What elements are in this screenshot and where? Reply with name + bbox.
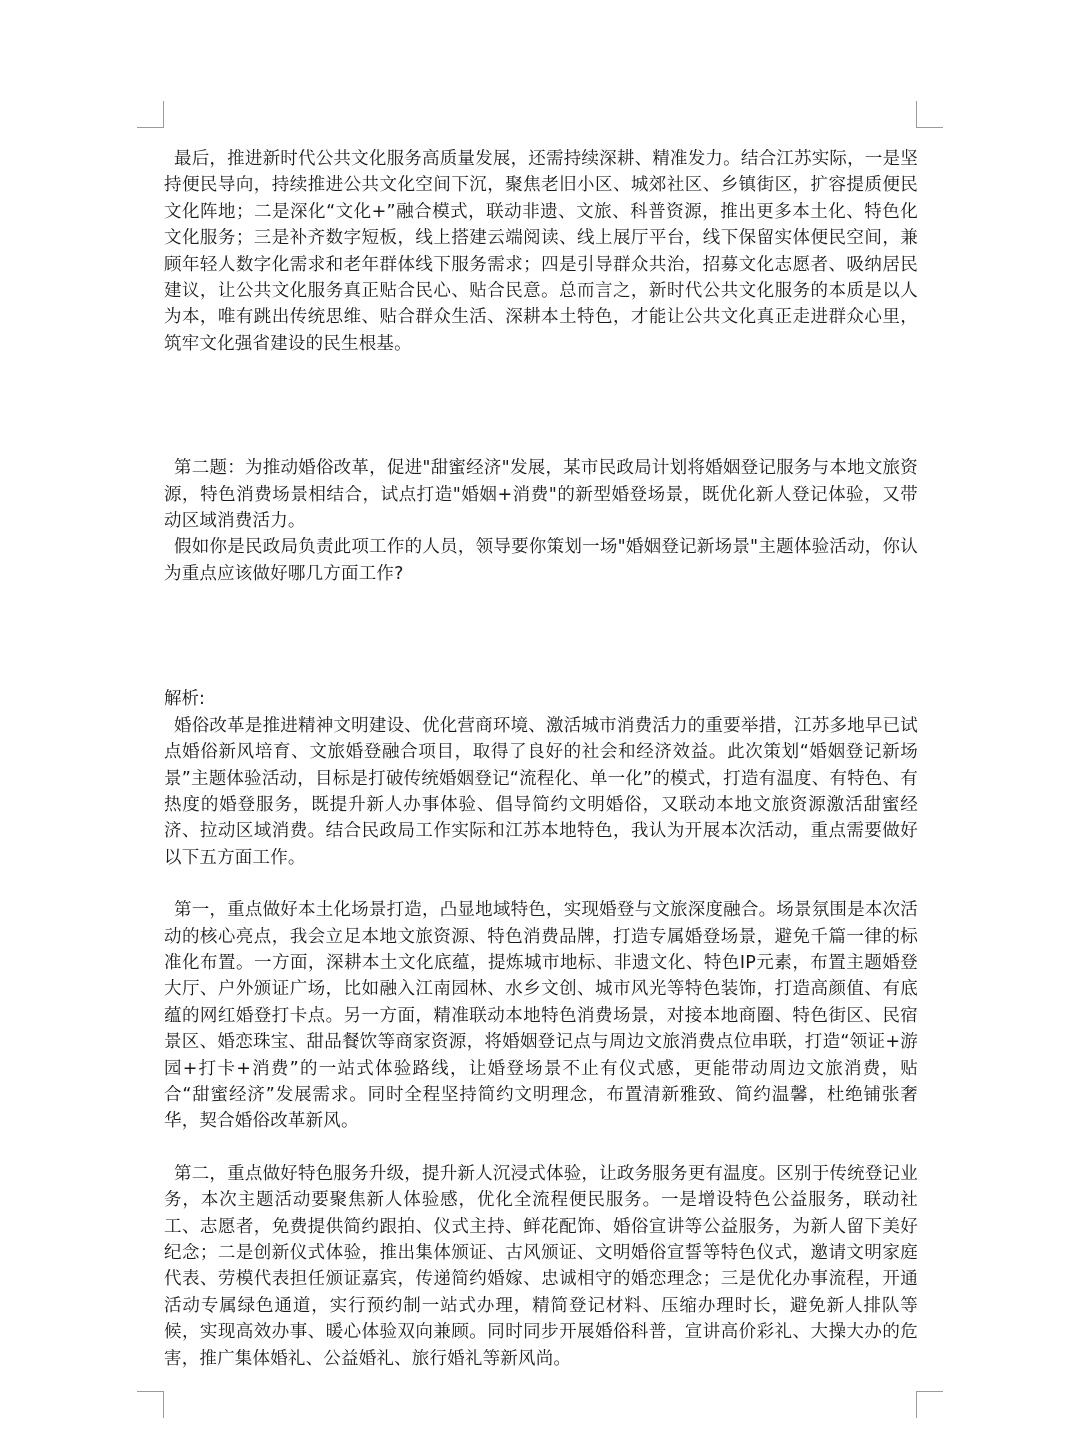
spacer	[164, 871, 918, 897]
analysis-intro: 婚俗改革是推进精神文明建设、优化营商环境、激活城市消费活力的重要举措，江苏多地早已试点婚俗新风培育、文旅婚登融合项目，取得了良好的社会和经济效益。此次策划“婚姻登记新场景”主题体验活动，目标是打破传统婚姻登记“流程化、单一化”的模式，打造有温度、有特色、有热度的婚登服务，既提升新人办事体验、倡导简约文明婚俗，又联动本地文旅资源激活甜蜜经济、拉动区域消费。结合民政局工作实际和江苏本地特色，我认为开展本次活动，重点需要做好以下五方面工作。	[164, 715, 918, 868]
crop-mark-top-right	[916, 101, 943, 128]
point-one: 第一，重点做好本土化场景打造，凸显地域特色，实现婚登与文旅深度融合。场景氛围是本次活动的核心亮点，我会立足本地文旅资源、特色消费品牌，打造专属婚登场景，避免千篇一律的标准化布置。一方面，深耕本土文化底蕴，提炼城市地标、非遗文化、特色IP元素，布置主题婚登大厅、户外颁证广场，比如融入江南园林、水乡文创、城市风光等特色装饰，打造高颜值、有底蕴的网红婚登打卡点。另一方面，精准联动本地特色消费场景，对接本地商圈、特色街区、民宿景区、婚恋珠宝、甜品餐饮等商家资源，将婚姻登记点与周边文旅消费点位串联，打造“领证+游园+打卡+消费”的一站式体验路线，让婚登场景不止有仪式感，更能带动周边文旅消费，贴合“甜蜜经济”发展需求。同时全程坚持简约文明理念，布置清新雅致、简约温馨，杜绝铺张奢华，契合婚俗改革新风。	[164, 900, 918, 1132]
paragraph-conclusion: 最后，推进新时代公共文化服务高质量发展，还需持续深耕、精准发力。结合江苏实际，一是坚持便民导向，持续推进公共文化空间下沉，聚焦老旧小区、城郊社区、乡镇街区，扩容提质便民文化阵地；二是深化“文化+”融合模式，联动非遗、文旅、科普资源，推出更多本土化、特色化文化服务；三是补齐数字短板，线上搭建云端阅读、线上展厅平台，线下保留实体便民空间，兼顾年轻人数字化需求和老年群体线下服务需求；四是引导群众共治，招募文化志愿者、吸纳居民建议，让公共文化服务真正贴合民心、贴合民意。总而言之，新时代公共文化服务的本质是以人为本，唯有跳出传统思维、贴合群众生活、深耕本土特色，才能让公共文化真正走进群众心里，筑牢文化强省建设的民生根基。	[164, 149, 918, 354]
crop-mark-bottom-left	[137, 1391, 164, 1418]
analysis-label: 解析:	[164, 689, 205, 710]
spacer	[164, 587, 918, 686]
point-two: 第二，重点做好特色服务升级，提升新人沉浸式体验，让政务服务更有温度。区别于传统登记业务，本次主题活动要聚焦新人体验感，优化全流程便民服务。一是增设特色公益服务，联动社工、志愿者，免费提供简约跟拍、仪式主持、鲜花配饰、婚俗宣讲等公益服务，为新人留下美好纪念；二是创新仪式体验，推出集体颁证、古风颁证、文明婚俗宣誓等特色仪式，邀请文明家庭代表、劳模代表担任颁证嘉宾，传递简约婚嫁、忠诚相守的婚恋理念；三是优化办事流程，开通活动专属绿色通道，实行预约制一站式办理，精简登记材料、压缩办理时长，避免新人排队等候，实现高效办事、暖心体验双向兼顾。同时同步开展婚俗科普，宣讲高价彩礼、大操大办的危害，推广集体婚礼、公益婚礼、旅行婚礼等新风尚。	[164, 1163, 918, 1369]
spacer	[164, 357, 918, 455]
crop-mark-top-left	[137, 101, 164, 128]
spacer	[164, 1135, 918, 1161]
crop-mark-bottom-right	[916, 1391, 943, 1418]
question-intro: 第二题：为推动婚俗改革，促进"甜蜜经济"发展，某市民政局计划将婚姻登记服务与本地文旅资源，特色消费场景相结合，试点打造"婚姻+消费"的新型婚登场景，既优化新人登记体验，又带动区域消费活力。	[164, 458, 918, 532]
question-ask: 假如你是民政局负责此项工作的人员，领导要你策划一场"婚姻登记新场景"主题体验活动，你认为重点应该做好哪几方面工作?	[164, 537, 918, 584]
document-body	[164, 146, 918, 1372]
